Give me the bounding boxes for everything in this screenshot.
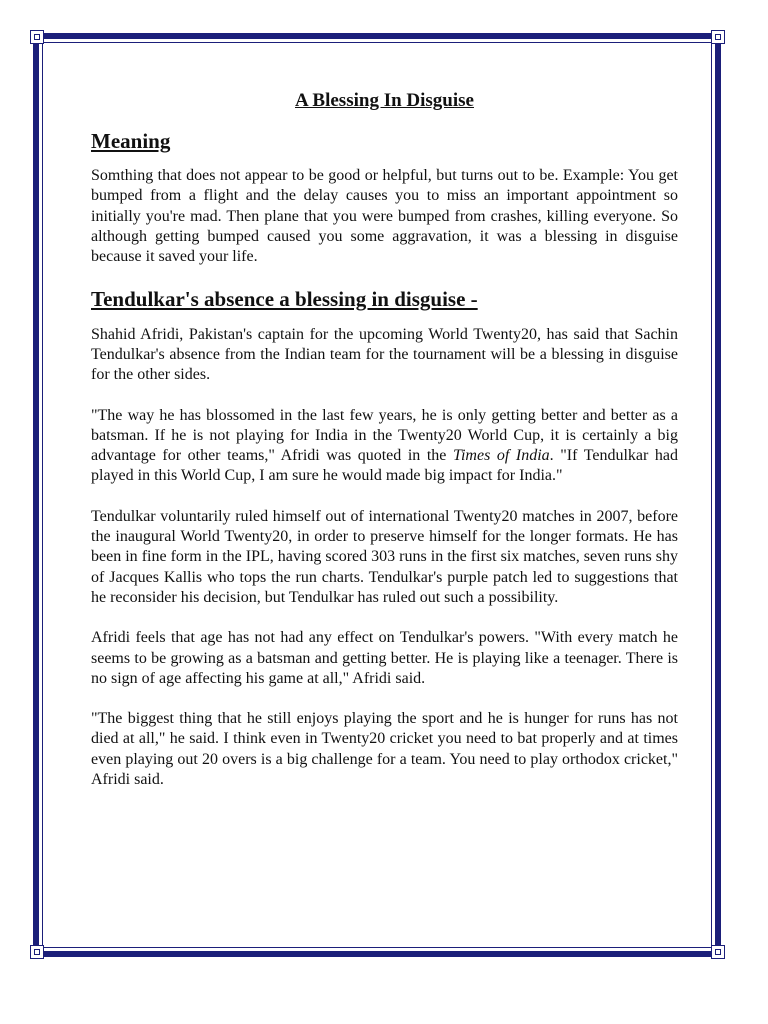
quote-text-before: "The way he has blossomed in the last few years, he is only getting better and better as a batsman. If he is not playing for India in the Twenty20 World Cup, it is certainly a big advantage for other teams," Afridi was quoted in the	[91, 406, 678, 465]
paragraph-afridi-quote	[91, 406, 678, 487]
paragraph-biggest-thing: "The biggest thing that he still enjoys playing the sport and he is hunger for runs has not died at all," he said. I think even in Twenty20 cricket you need to bat properly and at times even playing out 20 overs is a big challenge for a team. You need to play orthodox cricket," Afridi said.	[91, 710, 678, 788]
document-body	[91, 90, 678, 810]
corner-ornament-bottom-left	[30, 945, 44, 959]
corner-ornament-top-right	[711, 30, 725, 44]
paragraph-age-effect: Afridi feels that age has not had any effect on Tendulkar's powers. "With every match he seems to be growing as a batsman and getting better. He is playing like a teenager. There is no sign of age affecting his game at all," Afridi said.	[91, 629, 678, 687]
paragraph-afridi-intro: Shahid Afridi, Pakistan's captain for the upcoming World Twenty20, has said that Sachin Tendulkar's absence from the Indian team for the tournament will be a blessing in disguise for the other sides.	[91, 325, 678, 384]
corner-ornament-top-left	[30, 30, 44, 44]
quote-text-after: . "If Tendulkar had played in this World Cup, I am sure he would made big impact for India."	[91, 447, 679, 485]
section-heading-tendulkar: Tendulkar's absence a blessing in disguise -	[91, 287, 478, 312]
paragraph-tendulkar-ruled-out: Tendulkar voluntarily ruled himself out of international Twenty20 matches in 2007, before the inaugural World Twenty20, in order to preserve himself for the longer formats. He has been in fine form in the IPL, having scored 303 runs in the first six matches, seven runs shy of Jacques Kallis who tops the run charts. Tendulkar's purple patch led to suggestions that he reconsider his decision, but Tendulkar has ruled out such a possibility.	[91, 507, 678, 606]
section-heading-meaning: Meaning	[91, 128, 171, 153]
corner-ornament-bottom-right	[711, 945, 725, 959]
document-title: A Blessing In Disguise	[295, 90, 474, 111]
publication-name: Times of India	[452, 447, 550, 465]
paragraph-meaning: Somthing that does not appear to be good or helpful, but turns out to be. Example: You get bumped from a flight and the delay causes you to miss an important appointment so initially you're mad. Then plane that you were bumped from crashes, killing everyone. So although getting bumped caused you some aggravation, it was a blessing in disguise because it saved your life.	[91, 166, 678, 266]
